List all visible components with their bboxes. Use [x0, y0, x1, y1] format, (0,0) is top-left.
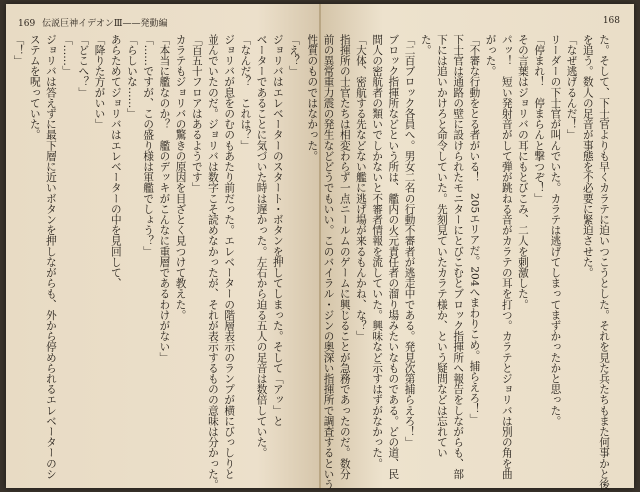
text-line: 「大体、密航する先などない艦に逃げ場が来るもんかね、な？」 [354, 34, 367, 342]
left-page-number: 169 [18, 19, 36, 29]
text-line: ジョリバが息をのむのもあたり前だった。エレベーターの階層表示のランプが横にびっしりと [223, 34, 236, 480]
right-page-header [603, 16, 620, 26]
text-line: た。そして、下士官よりも早くカラテに迫いつこうとした。それを見た兵たちもまた何事かと後 [598, 34, 610, 490]
text-line: 指揮所の士官たちは相変わらず一点ニールムのゲームに興じることが急務であったのだ。数分 [338, 34, 351, 480]
text-line: ジョリバはエレベーターのスタート・ボタンを押してしまった。そして「アッ」と [271, 34, 284, 427]
text-line: 「どこへ？」 [77, 34, 90, 98]
text-line: 「百五十フロアはあるようです」 [190, 34, 203, 193]
text-line: パッ！ 短い発射音がして弾が跳ねる音がカラテの耳を打つ。カラテとジョリバは別の角を曲 [500, 34, 513, 480]
text-line: 「……ですが、この盛り様は軍艦でしょう？」 [142, 34, 155, 257]
text-line: 「なんだ？ これは？」 [239, 34, 252, 151]
text-line: ベーターであることに気づいた時は遅かった。左右から迫る五人の足音は数倍していた。 [255, 34, 268, 458]
text-line: 間人の密航者の類いでしかないと不審者情報を流していた。興味など示すはずがなかった。 [371, 34, 384, 469]
right-page-body-text [306, 34, 612, 490]
text-line: 「二百ブロック各員へ。男女二名の行動不審者が逃走中である。発見次第捕らえろ！」 [403, 34, 416, 448]
right-page-number: 168 [602, 16, 620, 26]
text-line: ジョリバは答えずに最下層に近いボタンを押しながらも、外から停められるエレベーターのシ [44, 34, 57, 480]
text-line: ブロック指揮所などという所は、艦内の火元責任者の溜り場みたいなものである。どの道、民 [387, 34, 400, 480]
book-gutter [319, 4, 321, 488]
text-line: 「なぜ逃げるんだ！」 [565, 34, 578, 140]
text-line: 「え？」 [288, 34, 300, 77]
text-line: カラテもジョリバの驚きの原因を目ざとく見つけて教えた。 [174, 34, 187, 321]
text-line: 並んでいたのだ。ジョリバは数字こそ読めなかったが、それが表示するものの意味は分かった。 [206, 34, 219, 490]
running-title: 伝説巨神イデオンⅢ——発動編 [42, 19, 168, 29]
text-line: リーダーの下士官が叫んでいた。カラテは逃げてしまってまずかったかと思った。 [549, 34, 562, 427]
text-line: その言葉はジョリバの耳にもとびこみ、二人を刺激した。 [516, 34, 529, 310]
left-page-header [18, 16, 168, 29]
text-line: がった。 [484, 34, 497, 77]
text-line: 下士官は通路の壁に設けられたモニターにとびこむとブロック指揮所へ報告をしながらも、部 [452, 34, 465, 480]
text-line: 「らしいな……」 [125, 34, 138, 119]
text-line: た。 [419, 34, 432, 56]
text-line: 「本当に艦なのか？ 艦のデッキがこんなに重層であるわけがない」 [158, 34, 171, 363]
text-line: 「……」 [61, 34, 74, 77]
text-line: を追う。数人の足音が事態を不必要に緊迫させた。 [581, 34, 594, 278]
text-line: ステムを呪っていた。 [28, 34, 41, 140]
text-line: 前の異常重力震の発生などどうでもいい。このバイラル・ジンの奥深い指揮所で調査するという [322, 34, 335, 490]
text-line: 「！」 [12, 34, 25, 66]
text-line: 下には追いかけろと命令していた。先刻見ていたカラテ様か、という疑問などは忘れてい [435, 34, 448, 458]
text-line: 「停まれ！ 停まらんと撃つぞ！」 [533, 34, 546, 204]
right-page [306, 4, 634, 490]
left-page-body-text [12, 34, 302, 490]
book-spread [6, 4, 634, 488]
text-line: 性質のものではなかった。 [306, 34, 319, 162]
text-line: あらためてジョリバはエレベーターの中を見回して、 [109, 34, 122, 289]
text-line: 「降りた方がいい」 [93, 34, 106, 130]
left-page [6, 4, 320, 488]
text-line: 「不審な行動をとる者がいる！ 205エリアだ。204へまわりこめ。捕らえろ！」 [468, 34, 481, 425]
